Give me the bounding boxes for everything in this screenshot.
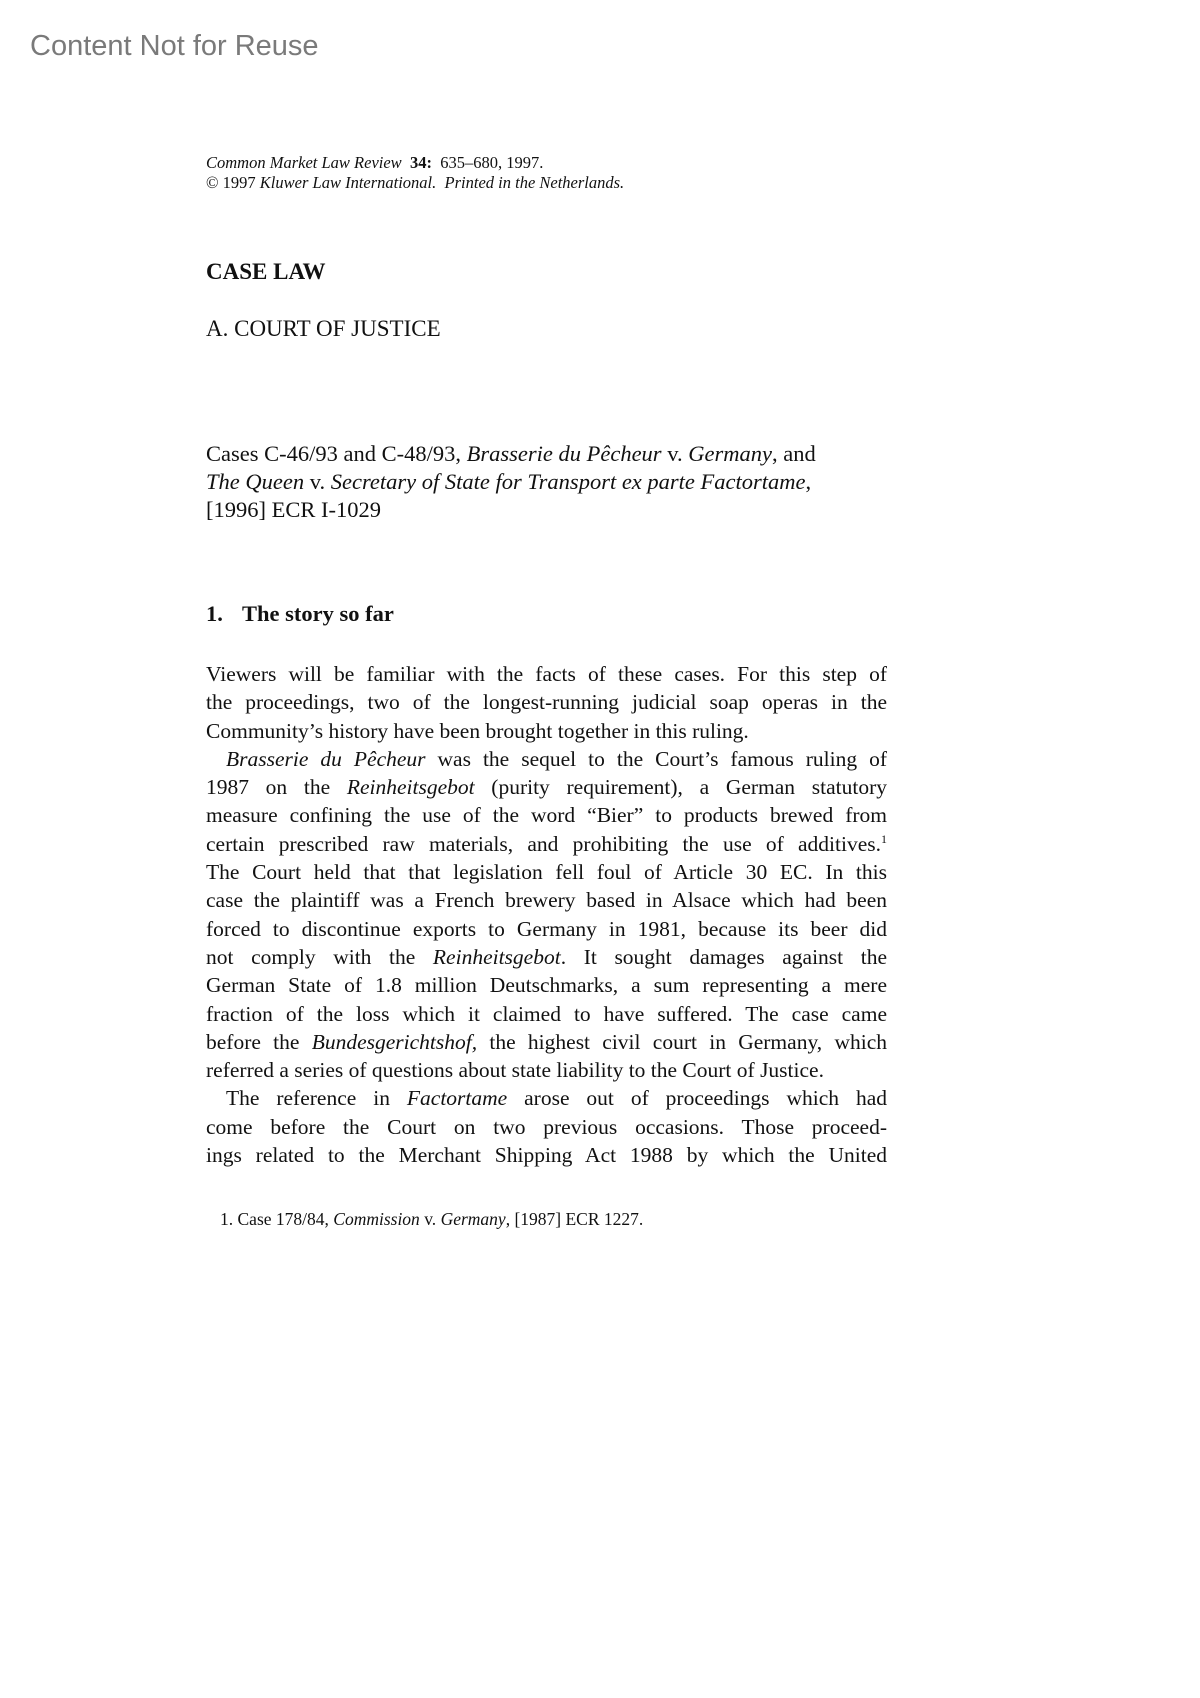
text-run: v. <box>661 441 689 466</box>
text-run: (purity requirement), a German statutory <box>474 775 887 800</box>
text-run: 1. Case 178/84, <box>220 1209 334 1229</box>
journal-name: Common Market Law Review <box>206 153 402 172</box>
text-line <box>206 717 887 745</box>
text-line <box>206 745 887 773</box>
text-run: forced to discontinue exports to Germany in 1981, because its beer did <box>206 916 887 941</box>
text-run: the highest civil court in Germany, which <box>477 1029 887 1054</box>
text-run: , [1987] ECR 1227. <box>505 1209 644 1229</box>
text-run: referred a series of questions about state liability to the Court of Justice. <box>206 1058 824 1083</box>
text-run: Brasserie du Pêcheur <box>226 746 426 771</box>
text-run: Reinheitsgebot <box>432 944 561 969</box>
case-citation <box>206 440 906 524</box>
copyright-line <box>206 173 624 193</box>
text-run: The reference in <box>226 1086 407 1111</box>
text-run: 1987 on the <box>206 775 347 800</box>
text-run: Factortame <box>406 1086 508 1111</box>
journal-volume: 34: <box>409 153 432 172</box>
journal-citation-line <box>206 153 543 173</box>
text-run: Cases C-46/93 and C-48/93, <box>206 441 467 466</box>
text-run: Reinheitsgebot <box>346 775 475 800</box>
copyright-year: 1997 <box>222 173 256 192</box>
text-run: fraction of the loss which it claimed to have suffered. The case came <box>206 1001 887 1026</box>
text-run: the proceedings, two of the longest-running judicial soap operas in the <box>206 690 887 715</box>
text-run: come before the Court on two previous occasions. Those proceed- <box>206 1114 887 1139</box>
text-run: , and <box>771 441 816 466</box>
citation-line <box>206 496 906 524</box>
section-label: CASE LAW <box>206 259 326 284</box>
text-run: ings related to the Merchant Shipping Act 1988 by which the United <box>206 1143 887 1168</box>
text-run: arose out of proceedings which had <box>507 1086 887 1111</box>
copyright-icon: © <box>206 173 219 192</box>
citation-line <box>206 468 906 496</box>
text-line <box>206 801 887 829</box>
text-run: The Court held that that legislation fell foul of Article 30 EC. In this <box>206 860 887 885</box>
text-run: . It sought damages against the <box>560 944 887 969</box>
text-run: certain prescribed raw materials, and prohibiting the use of additives. <box>206 831 881 856</box>
text-run: Secretary of State for Transport ex parte Factortame <box>330 469 806 494</box>
text-run: case the plaintiff was a French brewery based in Alsace which had been <box>206 888 887 913</box>
text-run: not comply with the <box>206 944 433 969</box>
publisher: Kluwer Law International. <box>259 173 437 192</box>
text-run: The Queen <box>206 469 305 494</box>
text-run: v. <box>419 1209 441 1229</box>
text-run: Germany <box>688 441 772 466</box>
text-run: before the <box>206 1029 312 1054</box>
section-title: The story so far <box>242 601 394 626</box>
citation-line <box>206 440 906 468</box>
text-line <box>206 830 887 858</box>
text-run: Brasserie du Pêcheur <box>466 441 662 466</box>
text-run: v. <box>304 469 331 494</box>
section-heading <box>206 601 394 627</box>
text-run: Community’s history have been brought together in this ruling. <box>206 718 749 743</box>
text-line <box>206 1141 887 1169</box>
text-run: Commission <box>333 1209 420 1229</box>
body-text <box>206 660 887 1169</box>
text-line <box>206 858 887 886</box>
text-line <box>206 688 887 716</box>
text-line <box>206 1113 887 1141</box>
text-line <box>206 1056 887 1084</box>
printed-location: Printed in the Netherlands. <box>444 173 625 192</box>
text-line <box>206 1028 887 1056</box>
text-line <box>206 971 887 999</box>
text-line <box>206 886 887 914</box>
text-line <box>206 1000 887 1028</box>
text-run: , <box>805 469 812 494</box>
journal-pages-year: 635–680, 1997. <box>440 153 544 172</box>
text-run: was the sequel to the Court’s famous ruling of <box>425 746 887 771</box>
section-number: 1. <box>206 601 223 626</box>
text-run: Bundesgerichtshof, <box>311 1029 478 1054</box>
watermark: Content Not for Reuse <box>30 30 319 62</box>
text-run: measure confining the use of the word “Bier” to products brewed from <box>206 803 887 828</box>
footnote-ref[interactable]: 1 <box>881 831 887 846</box>
text-line <box>206 943 887 971</box>
text-line <box>206 660 887 688</box>
text-line <box>206 915 887 943</box>
text-run: German State of 1.8 million Deutschmarks, a sum representing a mere <box>206 973 887 998</box>
text-line <box>206 773 887 801</box>
footnote <box>220 1209 643 1230</box>
text-line <box>206 1084 887 1112</box>
text-run: Germany <box>440 1209 506 1229</box>
text-run: Viewers will be familiar with the facts of these cases. For this step of <box>206 662 887 686</box>
court-label: A. COURT OF JUSTICE <box>206 316 441 341</box>
text-run: [1996] ECR I-1029 <box>206 497 381 522</box>
